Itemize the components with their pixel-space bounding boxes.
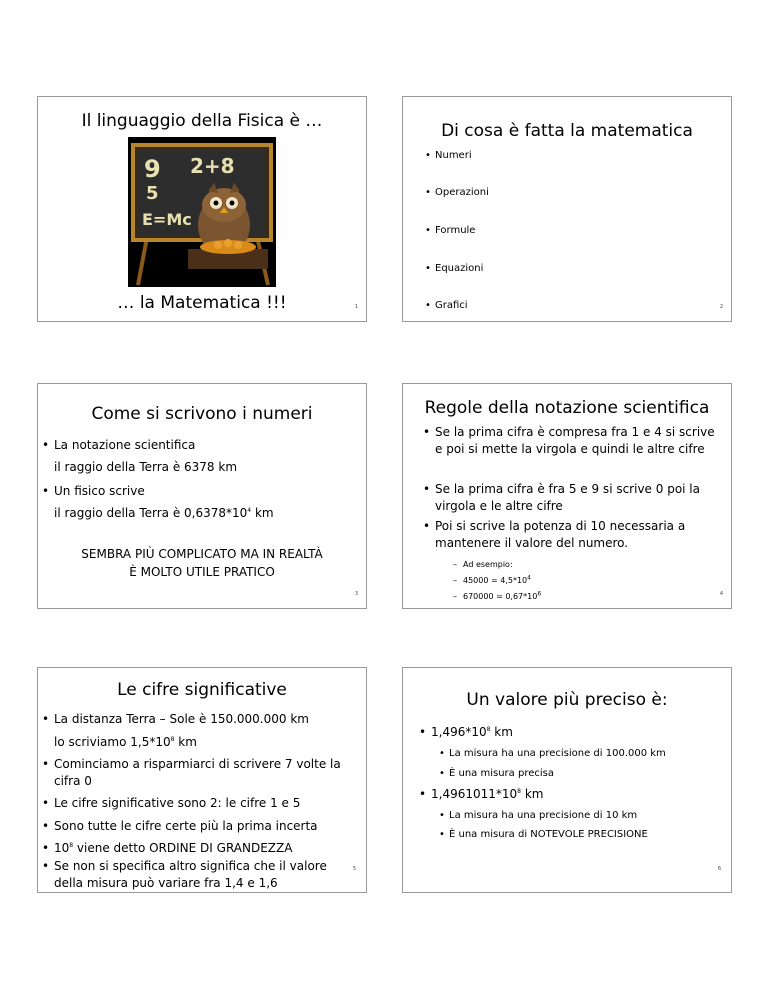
sub-item: • È una misura di NOTEVOLE PRECISIONE [449, 828, 648, 842]
text-span: 1,496*10 [431, 725, 487, 739]
page-number: 2 [719, 304, 723, 310]
slide-4 [402, 383, 732, 609]
text-span: viene detto ORDINE DI GRANDEZZA [73, 841, 293, 855]
bullet-item: • Un fisico scrive [54, 483, 145, 500]
text-span: lo scriviamo 1,5*10 [54, 735, 171, 749]
text-span: 1,4961011*10 [431, 787, 518, 801]
sub-item: • La misura ha una precisione di 100.000 km [449, 747, 666, 761]
bullet-item: • Se la prima cifra è compresa fra 1 e 4 si scrive e poi si mette la virgola e quindi le altre cifre [435, 424, 725, 458]
superscript: 4 [247, 507, 252, 514]
page-number: 1 [354, 304, 358, 310]
text-span: il raggio della Terra è 0,6378*10 [54, 506, 248, 520]
slide-6 [402, 667, 732, 893]
board-glyph: 5 [146, 183, 159, 204]
sub-item [463, 591, 541, 602]
page-number: 3 [354, 591, 358, 597]
page-number: 6 [717, 866, 721, 872]
list-item: • Operazioni [435, 186, 489, 200]
page-number: 5 [352, 866, 356, 872]
superscript: 8 [170, 736, 175, 743]
slide-title: Come si scrivono i numeri [91, 404, 313, 424]
bullet-item [431, 724, 513, 741]
slide-5 [37, 667, 367, 893]
slide-title: Le cifre significative [117, 680, 287, 700]
bullet-item: • La distanza Terra – Sole è 150.000.000 km [54, 711, 354, 728]
text-line: il raggio della Terra è 6378 km [54, 460, 238, 474]
board-glyph: E=Mc [142, 210, 192, 229]
bullet-item: • Sono tutte le cifre certe più la prima incerta [54, 818, 354, 835]
slide-2 [402, 96, 732, 322]
chalkboard-image [128, 137, 276, 287]
slide-title: Regole della notazione scientifica [424, 398, 710, 418]
bullet-item [54, 840, 354, 857]
owl-teacher-illustration [128, 137, 276, 287]
text-span: 670000 = 0,67*10 [463, 592, 538, 601]
superscript: 8 [517, 788, 521, 795]
slide-footer-text: … la Matematica !!! [117, 293, 287, 313]
note-line: È MOLTO UTILE PRATICO [129, 565, 275, 579]
bullet-item: • La notazione scientifica [54, 437, 195, 454]
text-span: 10 [54, 841, 70, 855]
text-span: 45000 = 4,5*10 [463, 576, 528, 585]
slide-3 [37, 383, 367, 609]
slide-title: Di cosa è fatta la matematica [441, 121, 693, 141]
bullet-item: • Se la prima cifra è fra 5 e 9 si scrive 0 poi la virgola e le altre cifre [435, 481, 725, 515]
text-span: km [521, 787, 544, 801]
bullet-item: • Cominciamo a risparmiarci di scrivere 7 volte la cifra 0 [54, 756, 344, 790]
list-item: • Grafici [435, 299, 468, 313]
bullet-item: • Le cifre significative sono 2: le cifre 1 e 5 [54, 795, 354, 812]
sub-item: • È una misura precisa [449, 767, 554, 781]
slide-1 [37, 96, 367, 322]
board-glyph: 2+8 [190, 154, 235, 178]
sub-item [463, 575, 531, 586]
text-span: km [251, 506, 274, 520]
bullet-item: • Poi si scrive la potenza di 10 necessaria a mantenere il valore del numero. [435, 518, 725, 552]
list-item: • Equazioni [435, 262, 483, 276]
superscript: 6 [537, 590, 542, 598]
slide-title: Un valore più preciso è: [466, 690, 668, 710]
bullet-item: • Se non si specifica altro significa che il valore della misura può variare fra 1,4 e 1,6 [54, 858, 354, 892]
text-span: km [490, 725, 513, 739]
board-glyph: 9 [144, 155, 161, 183]
sub-item: • La misura ha una precisione di 10 km [449, 809, 637, 823]
bullet-item [431, 786, 543, 803]
text-line [54, 734, 197, 751]
slide-title: Il linguaggio della Fisica è … [81, 111, 323, 131]
text-span: km [174, 735, 197, 749]
superscript: 8 [69, 842, 74, 849]
list-item: • Formule [435, 224, 475, 238]
page-number: 4 [719, 591, 723, 597]
superscript: 8 [486, 726, 491, 733]
text-line [54, 505, 274, 522]
sub-item: – Ad esempio: [463, 559, 513, 570]
list-item: • Numeri [435, 149, 472, 163]
superscript: 4 [527, 574, 531, 582]
note-line: SEMBRA PIÙ COMPLICATO MA IN REALTÀ [81, 547, 323, 561]
